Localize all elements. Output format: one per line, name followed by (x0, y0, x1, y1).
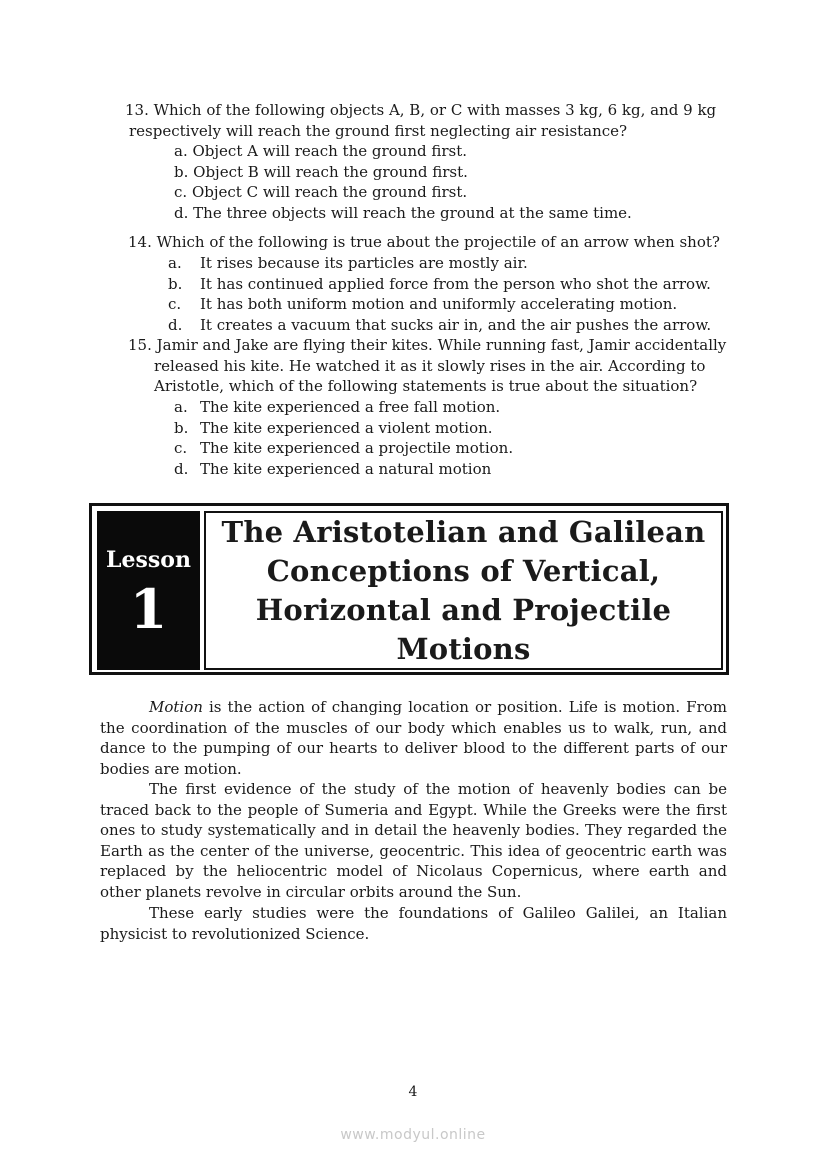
question-13 (125, 100, 716, 141)
paragraph-1: Motion is the action of changing location or position. Life is motion. From the coordination of the muscles of our body which enables us to walk, run, and dance to the pumping of our hearts to deliver blood to the different parts of our bodies are motion. (100, 698, 727, 778)
option-item: c. It has both uniform motion and uniformly accelerating motion. (168, 295, 678, 313)
lesson-header (89, 503, 729, 675)
question-15-line-3: Aristotle, which of the following statements is true about the situation? (154, 377, 698, 395)
question-13-line-1: 13. Which of the following objects A, B, or C with masses 3 kg, 6 kg, and 9 kg (125, 101, 717, 119)
option-item: b. It has continued applied force from the person who shot the arrow. (168, 274, 711, 293)
option-item: b. Object B will reach the ground first. (174, 162, 468, 181)
motion-term: Motion (149, 698, 203, 716)
option-item: c. Object C will reach the ground first. (174, 183, 468, 201)
lesson-number: 1 (129, 577, 168, 641)
option-item: d. It creates a vacuum that sucks air in, and the air pushes the arrow. (168, 315, 712, 334)
option-item: d. The kite experienced a natural motion (174, 459, 492, 478)
page-number: 4 (408, 1084, 418, 1100)
option-item: a. The kite experienced a free fall motion. (174, 398, 501, 416)
question-15-line-1: 15. Jamir and Jake are flying their kites. While running fast, Jamir accidentally (128, 336, 727, 354)
question-15-line-2: released his kite. He watched it as it slowly rises in the air. According to (154, 356, 706, 375)
question-15-options (174, 397, 513, 479)
lesson-title: The Aristotelian and Galilean Conceptions of Vertical, Horizontal and Projectile Motions (221, 514, 706, 666)
option-item: c. The kite experienced a projectile motion. (174, 439, 514, 457)
option-item: a. Object A will reach the ground first. (174, 142, 468, 160)
lesson-label-block (97, 511, 200, 670)
question-13-line-2: respectively will reach the ground first neglecting air resistance? (129, 121, 628, 140)
option-item: a. It rises because its particles are mostly air. (168, 254, 528, 272)
paragraph-2: The first evidence of the study of the motion of heavenly bodies can be traced back to the people of Sumeria and Egypt. While the Greeks were the first ones to study systematically and in detail the heavenly bodies. They regarded the Earth as the center of the universe, geocentric. This idea of geocentric earth was replaced by the heliocentric model of Nicolaus Copernicus, where earth and other planets revolve in circular orbits around the Sun. (100, 780, 727, 901)
question-14 (128, 232, 720, 253)
paragraph-3: These early studies were the foundations of Galileo Galilei, an Italian physicist to revolutionized Science. (100, 904, 727, 943)
watermark: www.modyul.online (340, 1127, 486, 1143)
question-14-options (168, 253, 711, 335)
option-item: b. The kite experienced a violent motion. (174, 418, 493, 437)
lesson-word: Lesson (106, 547, 191, 573)
question-14-line-1: 14. Which of the following is true about the projectile of an arrow when shot? (128, 233, 720, 251)
option-item: d. The three objects will reach the ground at the same time. (174, 203, 632, 222)
question-13-options (174, 141, 632, 223)
lesson-title-box (204, 511, 723, 670)
question-15 (128, 335, 726, 397)
